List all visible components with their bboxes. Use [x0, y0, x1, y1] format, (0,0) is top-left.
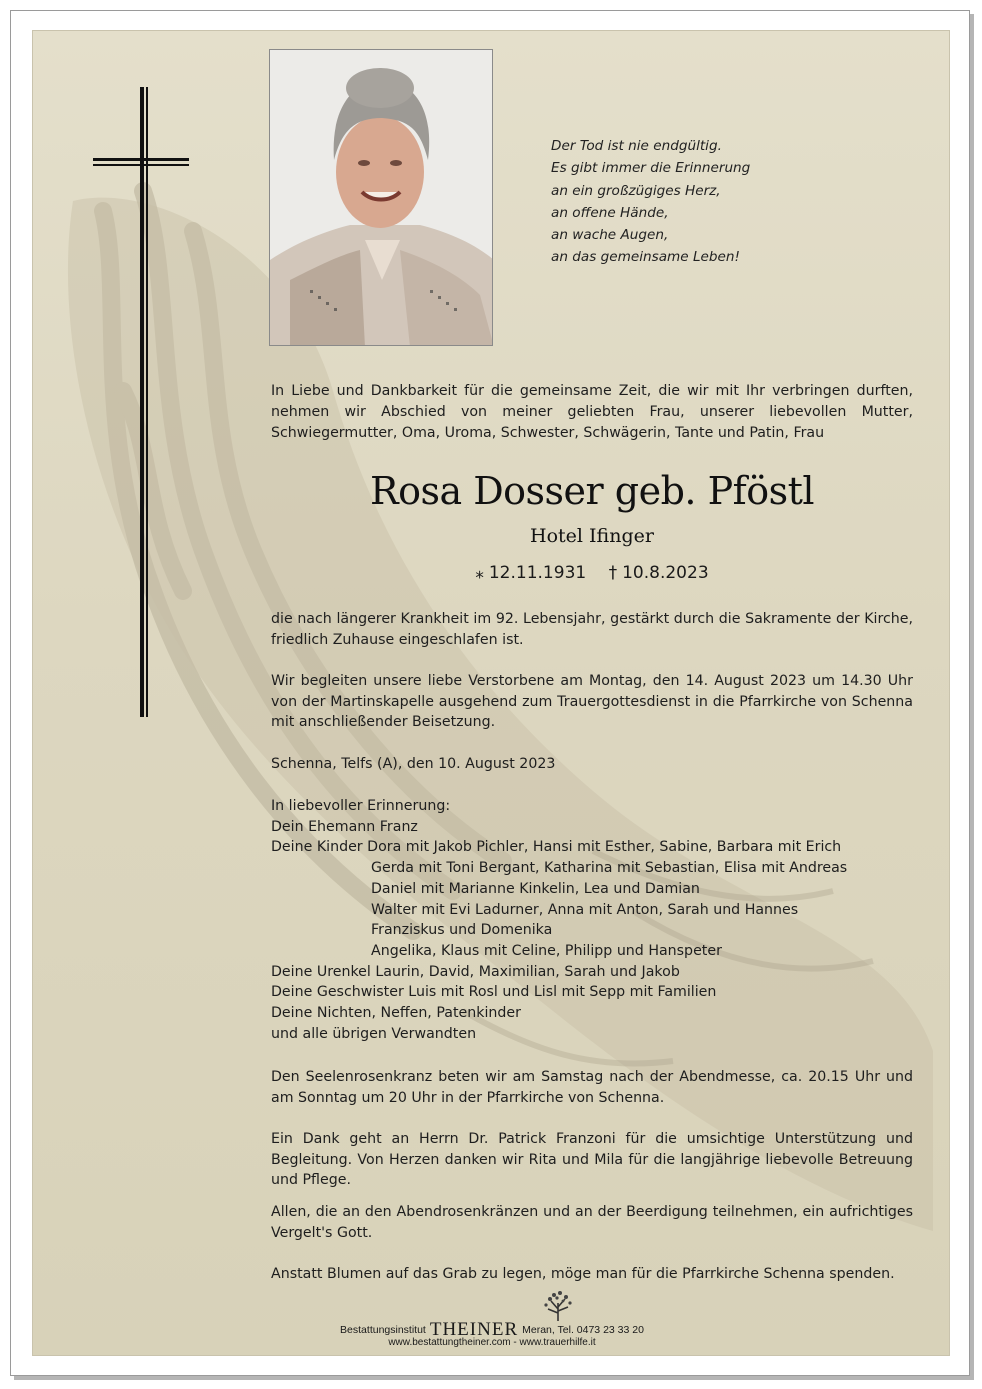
footer-institute: Bestattungsinstitut [340, 1324, 426, 1336]
portrait-image [270, 50, 493, 346]
death-date: 10.8.2023 [622, 563, 709, 583]
family-children: Deine Kinder Dora mit Jakob Pichler, Hansi mit Esther, Sabine, Barbara mit Erich [271, 839, 842, 856]
family-children-line: Daniel mit Marianne Kinkelin, Lea und Damian [371, 880, 700, 897]
quote-line: Es gibt immer die Erinnerung [551, 160, 751, 177]
tree-logo-icon [538, 1287, 578, 1323]
family-siblings: Deine Geschwister Luis mit Rosl und Lisl mit Sepp mit Familien [271, 984, 717, 1001]
family-children-line: Angelika, Klaus mit Celine, Philipp und Hanspeter [371, 942, 722, 959]
thanks-all-paragraph: Allen, die an den Abendrosenkränzen und an der Beerdigung teilnehmen, ein aufrichtiges Vergelt's Gott. [271, 1204, 913, 1241]
quote-line: an offene Hände, [551, 204, 669, 221]
family-spouse: Dein Ehemann Franz [271, 818, 418, 835]
quote-line: an das gemeinsame Leben! [551, 249, 740, 266]
family-children-line: Gerda mit Toni Bergant, Katharina mit Sebastian, Elisa mit Andreas [371, 860, 848, 877]
flowers-paragraph: Anstatt Blumen auf das Grab zu legen, möge man für die Pfarrkirche Schenna spenden. [271, 1266, 895, 1282]
quote-line: an ein großzügiges Herz, [551, 182, 721, 199]
deceased-name: Rosa Dosser geb. Pföstl [369, 469, 815, 513]
family-nieces: Deine Nichten, Neffen, Patenkinder [271, 1005, 521, 1022]
memorial-quote [551, 135, 831, 269]
family-children-line: Franziskus und Domenika [371, 922, 553, 939]
obituary-sheet [32, 30, 950, 1356]
place-date: Schenna, Telfs (A), den 10. August 2023 [271, 756, 556, 772]
deceased-subtitle: Hotel Ifinger [530, 525, 654, 547]
family-children-line: Walter mit Evi Ladurner, Anna mit Anton, Sarah und Hannes [371, 901, 799, 918]
dagger-icon: † [608, 563, 618, 583]
life-dates [271, 563, 913, 583]
funeral-paragraph: Wir begleiten unsere liebe Verstorbene am Montag, den 14. August 2023 um 14.30 Uhr von der Martinskapelle ausgehend zum Trauergottesdienst in die Pfarrkirche von Schenna mit anschließender Beisetzung. [271, 673, 913, 731]
quote-line: Der Tod ist nie endgültig. [551, 138, 722, 154]
family-list [271, 796, 913, 1044]
thanks-doctor-paragraph: Ein Dank geht an Herrn Dr. Patrick Franzoni für die umsichtige Unterstützung und Begleitung. Von Herzen danken wir Rita und Mila für die langjährige liebevolle Betreuung und Pflege. [271, 1131, 913, 1189]
intro-paragraph: In Liebe und Dankbarkeit für die gemeinsame Zeit, die wir mit Ihr verbringen durften, nehmen wir Abschied von meiner geliebten Frau, unserer liebevollen Mutter, Schwiegermutter, Oma, Uroma, Schwester, Schwägerin, Tante und Patin, Frau [271, 383, 913, 441]
footer-brand: THEINER [429, 1319, 519, 1340]
star-icon: ⁎ [475, 563, 484, 583]
family-others: und alle übrigen Verwandten [271, 1025, 477, 1042]
footer-websites: www.bestattungtheiner.com - www.trauerhilfe.it [388, 1337, 596, 1348]
birth-date: 12.11.1931 [488, 563, 587, 583]
rosary-paragraph: Den Seelenrosenkranz beten wir am Samstag nach der Abendmesse, ca. 20.15 Uhr und am Sonntag um 20 Uhr in der Pfarrkirche von Schenna. [271, 1069, 913, 1106]
family-heading: In liebevoller Erinnerung: [271, 798, 451, 814]
footer-phone: Meran, Tel. 0473 23 33 20 [522, 1324, 644, 1336]
quote-line: an wache Augen, [551, 227, 669, 244]
cross-icon [93, 87, 193, 717]
portrait-photo [269, 49, 493, 346]
illness-paragraph: die nach längerer Krankheit im 92. Lebensjahr, gestärkt durch die Sakramente der Kirche, friedlich Zuhause eingeschlafen ist. [271, 611, 913, 648]
family-great-grandchildren: Deine Urenkel Laurin, David, Maximilian, Sarah und Jakob [271, 963, 680, 980]
